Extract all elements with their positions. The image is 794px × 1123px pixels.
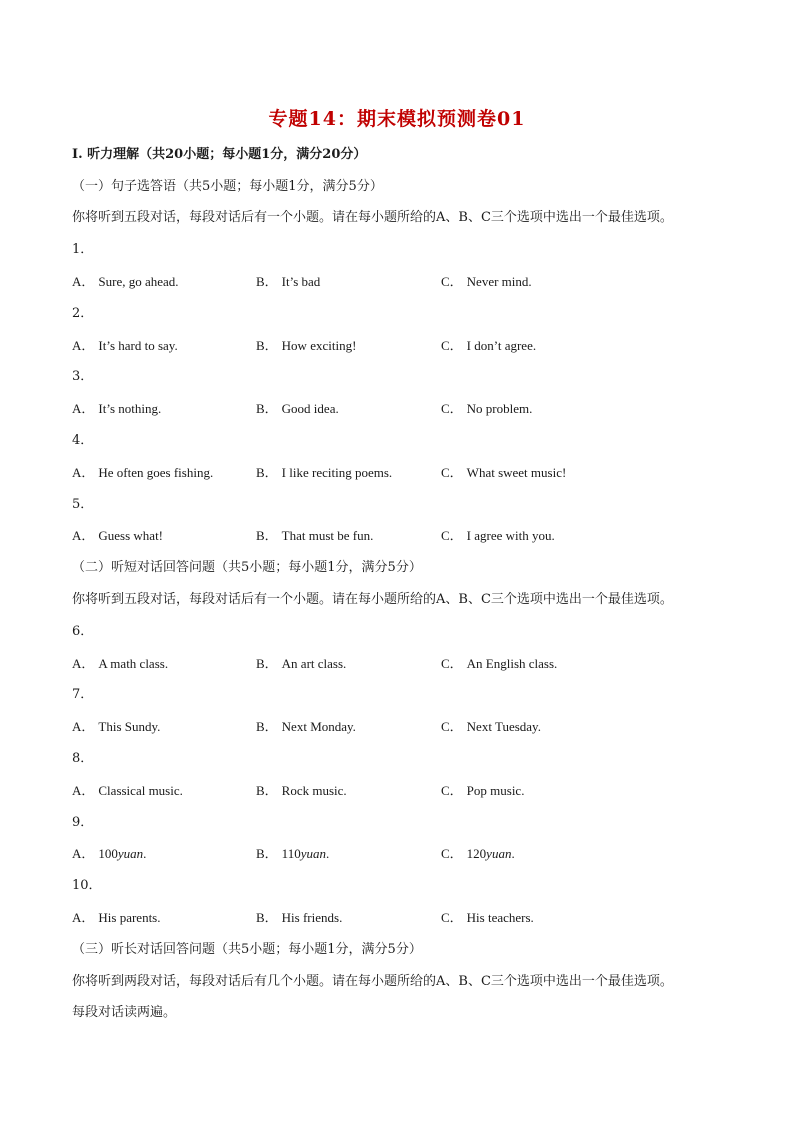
option-a: A． A math class.: [72, 656, 169, 671]
option-a: A． It’s nothing.: [72, 401, 162, 416]
option-a: A． Guess what!: [72, 528, 164, 543]
option-b: B． That must be fun.: [256, 528, 374, 543]
option-a: A． This Sundy.: [72, 719, 161, 734]
part3-instruction-continued: 每段对话读两遍。: [72, 1005, 177, 1020]
page-title: 专题14：期末模拟预测卷01: [268, 108, 526, 130]
option-c: C． An English class.: [441, 656, 558, 671]
option-a: A． His parents.: [72, 910, 161, 925]
part1-instruction: 你将听到五段对话，每段对话后有一个小题。请在每小题所给的A、B、C三个选项中选出一个最佳选项。: [72, 210, 673, 225]
part3-instruction: 你将听到两段对话，每段对话后有几个小题。请在每小题所给的A、B、C三个选项中选出一个最佳选项。: [72, 974, 673, 989]
part2-heading: （二）听短对话回答问题（共5小题；每小题1分，满分5分）: [72, 560, 422, 575]
option-c: C． Never mind.: [441, 274, 532, 289]
question-number: 8．: [72, 751, 94, 766]
option-b: B． How exciting!: [256, 338, 357, 353]
section-heading: I. 听力理解（共20小题；每小题1分，满分20分）: [72, 147, 367, 162]
option-c: C． His teachers.: [441, 910, 534, 925]
question-number: 7．: [72, 687, 94, 702]
option-a: A． 100yuan.: [72, 846, 147, 861]
option-b: B． His friends.: [256, 910, 343, 925]
option-a: A． It’s hard to say.: [72, 338, 178, 353]
option-b: B． It’s bad: [256, 274, 321, 289]
option-c: C． I agree with you.: [441, 528, 555, 543]
option-a: A． He often goes fishing.: [72, 465, 214, 480]
part2-instruction: 你将听到五段对话，每段对话后有一个小题。请在每小题所给的A、B、C三个选项中选出一个最佳选项。: [72, 592, 673, 607]
option-b: B． An art class.: [256, 656, 347, 671]
question-number: 5．: [72, 497, 94, 512]
option-c: C． Next Tuesday.: [441, 719, 541, 734]
option-b: B． I like reciting poems.: [256, 465, 393, 480]
question-number: 6．: [72, 624, 94, 639]
part3-heading: （三）听长对话回答问题（共5小题；每小题1分，满分5分）: [72, 942, 422, 957]
option-b: B． Good idea.: [256, 401, 339, 416]
question-number: 9．: [72, 815, 94, 830]
option-b: B． Next Monday.: [256, 719, 356, 734]
question-number: 10．: [72, 878, 102, 893]
option-c: C． 120yuan.: [441, 846, 515, 861]
option-b: B． 110yuan.: [256, 846, 330, 861]
option-b: B． Rock music.: [256, 783, 347, 798]
question-number: 4．: [72, 433, 94, 448]
option-c: C． Pop music.: [441, 783, 525, 798]
option-a: A． Sure, go ahead.: [72, 274, 179, 289]
option-a: A． Classical music.: [72, 783, 183, 798]
question-number: 2．: [72, 306, 94, 321]
option-c: C． I don’t agree.: [441, 338, 537, 353]
option-c: C． No problem.: [441, 401, 533, 416]
question-number: 3．: [72, 369, 94, 384]
question-number: 1．: [72, 242, 94, 257]
part1-heading: （一）句子选答语（共5小题；每小题1分，满分5分）: [72, 179, 383, 194]
option-c: C． What sweet music!: [441, 465, 567, 480]
